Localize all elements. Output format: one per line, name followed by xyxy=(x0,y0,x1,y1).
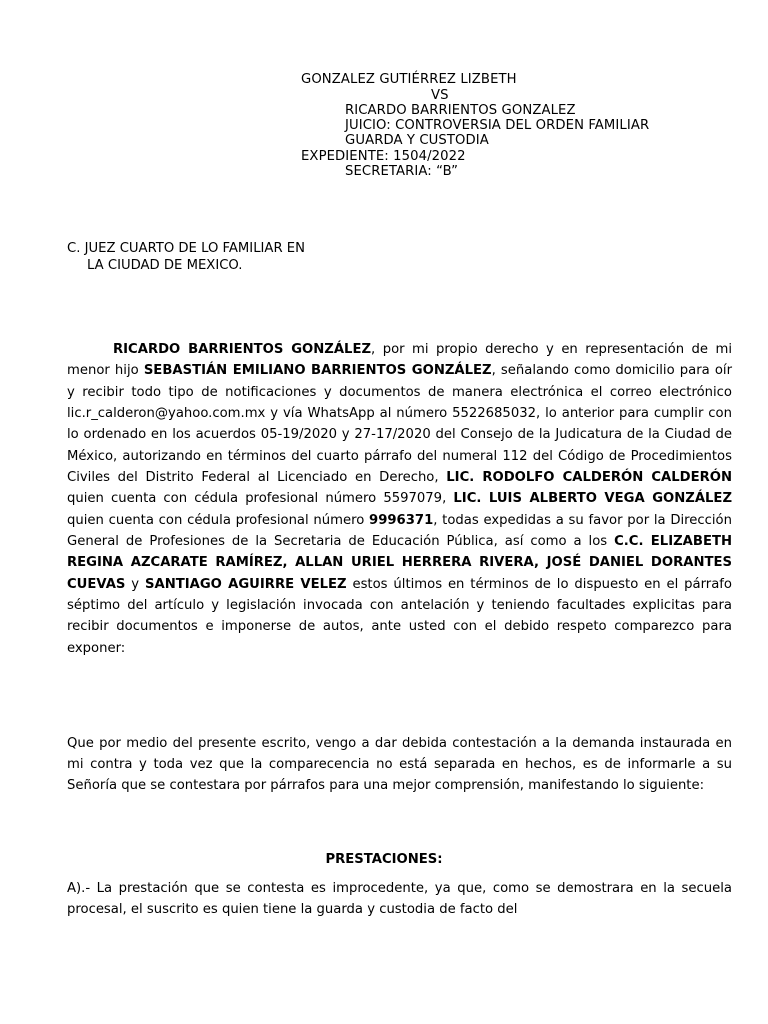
addressee-block xyxy=(67,240,305,274)
addressee-line-1: C. JUEZ CUARTO DE LO FAMILIAR EN xyxy=(67,241,306,256)
section-heading-prestaciones: PRESTACIONES: xyxy=(325,852,443,867)
trial-line: JUICIO: CONTROVERSIA DEL ORDEN FAMILIAR xyxy=(345,118,650,133)
intro-text-2: , señalando como domicilio para oír y recibir todo tipo de notificaciones y documentos de manera electrónica el correo electrónico lic.r_calderon@yahoo.com.mx y vía WhatsApp al número 5522685032, lo anterior para cumplir con lo ordenado en los acuerdos 05-19/2020 y 27-17/2020 del Consejo de la Judicatura de la Ciudad de México, autorizando en términos del cuarto párrafo del numeral 112 del Código de Procedimientos Civiles del Distrito Federal al Licenciado en Derecho, xyxy=(67,363,732,486)
intro-text-5: , todas expedidas a su favor por la Dirección General de Profesiones de la Secretaria de Educación Pública, así como a los xyxy=(67,512,732,550)
authorized-names: C.C. ELIZABETH REGINA AZCARATE RAMÍREZ, ALLAN URIEL HERRERA RIVERA, JOSÉ DANIEL DORANTES CUEVAS xyxy=(67,534,732,592)
defendant-line: RICARDO BARRIENTOS GONZALEZ xyxy=(345,103,576,118)
intro-text-4: quien cuenta con cédula profesional número xyxy=(67,512,370,528)
secretariat-line: SECRETARIA: “B” xyxy=(345,164,459,179)
intro-text-6: y xyxy=(125,576,145,592)
addressee-line-2: LA CIUDAD DE MEXICO. xyxy=(87,258,243,273)
response-paragraph: Que por medio del presente escrito, vengo a dar debida contestación a la demanda instaurada en mi contra y toda vez que la comparecencia no está separada en hechos, es de informarle a su Señoría que se contestara por párrafos para una mejor comprensión, manifestando lo siguiente: xyxy=(67,736,732,793)
intro-text-1: , por mi propio derecho y en representación de mi menor hijo xyxy=(67,342,732,379)
intro-text-3: quien cuenta con cédula profesional número 5597079, xyxy=(67,491,454,507)
license-number: 9996371 xyxy=(369,512,434,528)
plaintiff-line: GONZALEZ GUTIÉRREZ LIZBETH xyxy=(301,72,517,87)
versus-line: VS xyxy=(431,88,449,103)
file-number-line: EXPEDIENTE: 1504/2022 xyxy=(301,149,466,164)
attorney-name-1: LIC. RODOLFO CALDERÓN CALDERÓN xyxy=(446,470,732,486)
subject-line: GUARDA Y CUSTODIA xyxy=(345,133,489,148)
prestacion-a-paragraph: A).- La prestación que se contesta es improcedente, ya que, como se demostrara en la secuela procesal, el suscrito es quien tiene la guarda y custodia de facto del xyxy=(67,881,732,917)
intro-text-7: estos últimos en términos de lo dispuesto en el párrafo séptimo del artículo y legislación invocada con antelación y teniendo facultades explicitas para recibir documentos e imponerse de autos, ante usted con el debido respeto comparezco para exponer: xyxy=(67,576,732,656)
promoter-name: RICARDO BARRIENTOS GONZÁLEZ xyxy=(113,342,372,357)
authorized-name-last: SANTIAGO AGUIRRE VELEZ xyxy=(144,576,347,592)
minor-name: SEBASTIÁN EMILIANO BARRIENTOS GONZÁLEZ xyxy=(143,363,492,379)
intro-paragraph xyxy=(67,339,732,659)
attorney-name-2: LIC. LUIS ALBERTO VEGA GONZÁLEZ xyxy=(453,491,733,507)
